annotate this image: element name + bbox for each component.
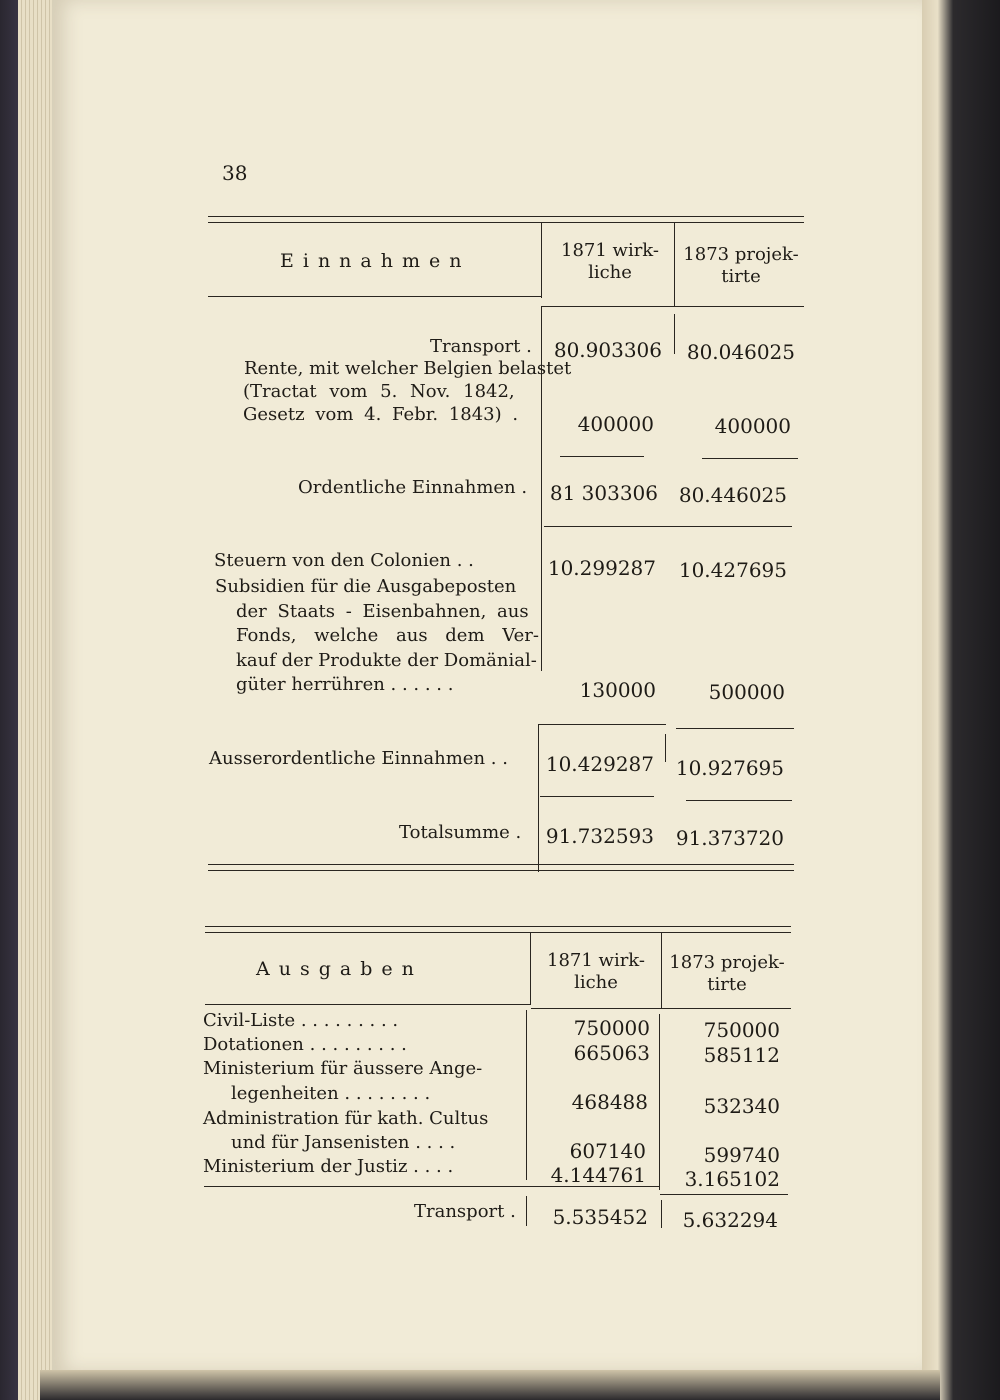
subsidies-1873: 500000 xyxy=(708,680,785,704)
table-top-rule xyxy=(205,926,791,927)
column-divider xyxy=(526,1196,527,1226)
justice-1871: 4.144761 xyxy=(550,1163,646,1187)
subsidies-line: Fonds, welche aus dem Ver- xyxy=(236,625,539,646)
total-1871: 91.732593 xyxy=(545,824,654,848)
column-divider xyxy=(665,734,666,762)
table-top-rule xyxy=(208,216,804,217)
civil-list-label: Civil-Liste . . . . . . . . . xyxy=(203,1010,399,1031)
expenses-header-1873: 1873 projek- tirte xyxy=(669,952,785,995)
rent-1873: 400000 xyxy=(714,414,791,438)
dotations-label: Dotationen . . . . . . . . . xyxy=(203,1034,407,1055)
expenses-header-1871: 1871 wirk- liche xyxy=(547,950,645,993)
extraordinary-1873: 10.927695 xyxy=(675,756,784,780)
expenses-transport-label: Transport . xyxy=(414,1201,516,1222)
column-divider xyxy=(541,222,542,298)
sum-rule xyxy=(540,796,654,797)
expenses-transport-1873: 5.632294 xyxy=(682,1208,778,1232)
civil-list-1871: 750000 xyxy=(573,1016,650,1040)
cultus-1871: 607140 xyxy=(569,1139,646,1163)
transport-label: Transport . xyxy=(430,336,532,357)
column-divider xyxy=(661,1200,662,1228)
sum-rule xyxy=(702,458,798,459)
cultus-line: und für Jansenisten . . . . xyxy=(231,1132,456,1153)
subsidies-line: güter herrühren . . . . . . xyxy=(236,674,454,695)
header-bottom-rule xyxy=(531,1008,791,1009)
transport-1871: 80.903306 xyxy=(553,338,662,362)
transport-1873: 80.046025 xyxy=(686,340,795,364)
column-divider xyxy=(530,932,531,1004)
expenses-transport-1871: 5.535452 xyxy=(552,1205,648,1229)
table-top-rule xyxy=(208,222,804,223)
income-header-1871: 1871 wirk- liche xyxy=(561,240,659,283)
colonies-1871: 10.299287 xyxy=(547,556,656,580)
header-bottom-rule xyxy=(542,306,804,307)
colonies-1873: 10.427695 xyxy=(678,558,787,582)
subsidies-line: Subsidien für die Ausgabeposten xyxy=(215,576,517,597)
header-bottom-rule xyxy=(208,296,542,297)
income-header-title: Einnahmen xyxy=(280,250,471,272)
expenses-header-title: Ausgaben xyxy=(256,958,423,980)
ordinary-1873: 80.446025 xyxy=(678,483,787,507)
foreign-ministry-line: legenheiten . . . . . . . . xyxy=(231,1083,431,1104)
sum-rule xyxy=(560,456,644,457)
ordinary-1871: 81 303306 xyxy=(549,481,658,505)
book-bottom-edge xyxy=(40,1370,940,1400)
subsidies-line: der Staats - Eisenbahnen, aus xyxy=(236,601,529,622)
header-bottom-rule xyxy=(205,1004,531,1005)
justice-label: Ministerium der Justiz . . . . xyxy=(203,1156,454,1177)
subsidies-line: kauf der Produkte der Domänial- xyxy=(236,650,537,671)
column-divider xyxy=(538,724,539,872)
table-top-rule xyxy=(205,932,791,933)
sum-rule xyxy=(538,724,666,725)
civil-list-1873: 750000 xyxy=(703,1018,780,1042)
foreign-ministry-1873: 532340 xyxy=(703,1094,780,1118)
extraordinary-label: Ausserordentliche Einnahmen . . xyxy=(209,748,508,769)
total-label: Totalsumme . xyxy=(399,822,522,843)
sum-rule xyxy=(204,1186,660,1187)
cultus-line: Administration für kath. Cultus xyxy=(203,1108,489,1129)
column-divider xyxy=(526,1010,527,1180)
section-rule xyxy=(544,526,792,527)
foreign-ministry-line: Ministerium für äussere Ange- xyxy=(203,1058,483,1079)
extraordinary-1871: 10.429287 xyxy=(545,752,654,776)
dotations-1873: 585112 xyxy=(703,1043,780,1067)
sum-rule xyxy=(676,728,794,729)
book-page xyxy=(52,0,924,1372)
column-divider xyxy=(674,222,675,306)
page-number: 38 xyxy=(222,161,248,185)
subsidies-1871: 130000 xyxy=(579,678,656,702)
table-bottom-rule xyxy=(208,864,794,865)
rent-line: Gesetz vom 4. Febr. 1843) . xyxy=(243,404,519,425)
ordinary-label: Ordentliche Einnahmen . xyxy=(298,477,528,498)
sum-rule xyxy=(686,800,792,801)
dotations-1871: 665063 xyxy=(573,1041,650,1065)
rent-1871: 400000 xyxy=(577,412,654,436)
justice-1873: 3.165102 xyxy=(684,1167,780,1191)
cultus-1873: 599740 xyxy=(703,1143,780,1167)
rent-line: Rente, mit welcher Belgien belastet xyxy=(244,358,572,379)
total-1873: 91.373720 xyxy=(675,826,784,850)
book-cover-edge xyxy=(922,0,1000,1400)
sum-rule xyxy=(660,1194,788,1195)
table-bottom-rule xyxy=(208,870,794,871)
column-divider xyxy=(659,1014,660,1190)
rent-line: (Tractat vom 5. Nov. 1842, xyxy=(243,381,515,402)
income-header-1873: 1873 projek- tirte xyxy=(683,244,799,287)
colonies-label: Steuern von den Colonien . . xyxy=(214,550,474,571)
foreign-ministry-1871: 468488 xyxy=(571,1090,648,1114)
